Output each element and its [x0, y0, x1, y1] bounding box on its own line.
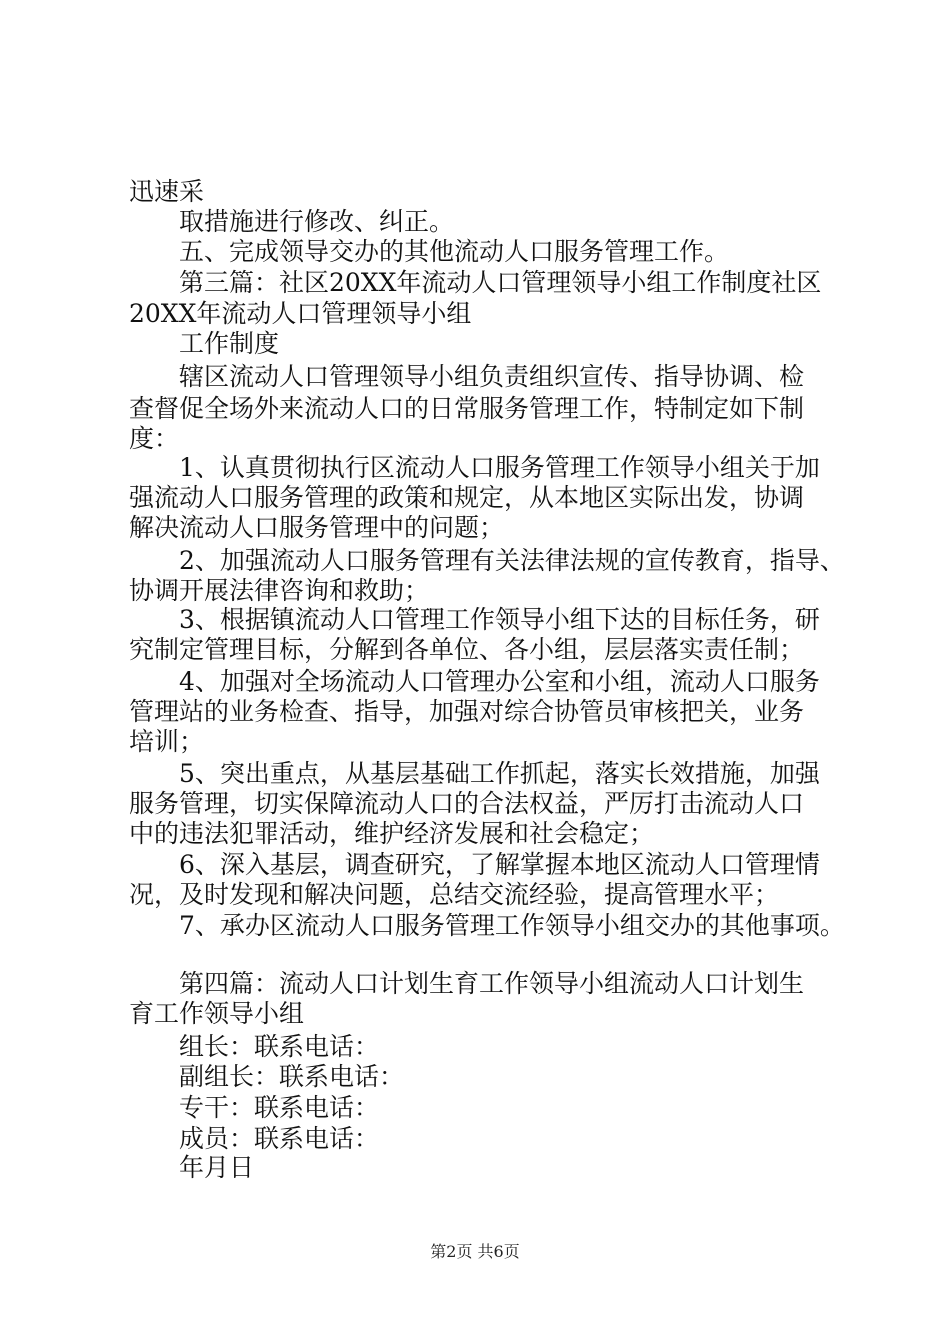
text-line: 查督促全场外来流动人口的日常服务管理工作，特制定如下制: [129, 394, 805, 423]
text-line: 强流动人口服务管理的政策和规定，从本地区实际出发，协调: [129, 483, 805, 512]
text-line: 究制定管理目标，分解到各单位、各小组，层层落实责任制；: [129, 635, 805, 664]
section-heading: 第四篇：流动人口计划生育工作领导小组流动人口计划生: [179, 969, 805, 998]
text-line: 7、承办区流动人口服务管理工作领导小组交办的其他事项。: [179, 911, 845, 940]
text-line: 况，及时发现和解决问题，总结交流经验，提高管理水平；: [129, 880, 780, 909]
section-heading: 20XX年流动人口管理领导小组: [129, 299, 472, 328]
text-line: 5、突出重点，从基层基础工作抓起，落实长效措施，加强: [179, 759, 820, 788]
text-line: 年月日: [179, 1153, 255, 1182]
text-line: 专干：联系电话：: [179, 1093, 380, 1122]
text-line: 协调开展法律咨询和救助；: [129, 576, 430, 605]
text-line: 解决流动人口服务管理中的问题；: [129, 513, 505, 542]
section-heading: 育工作领导小组: [129, 999, 305, 1028]
text-line: 迅速采: [129, 177, 205, 206]
text-line: 培训；: [129, 727, 205, 756]
text-line: 中的违法犯罪活动，维护经济发展和社会稳定；: [129, 819, 655, 848]
section-heading: 第三篇：社区20XX年流动人口管理领导小组工作制度社区: [179, 268, 822, 297]
text-line: 1、认真贯彻执行区流动人口服务管理工作领导小组关于加: [179, 453, 820, 482]
text-line: 取措施进行修改、纠正。: [179, 207, 455, 236]
text-line: 辖区流动人口管理领导小组负责组织宣传、指导协调、检: [179, 362, 805, 391]
text-line: 3、根据镇流动人口管理工作领导小组下达的目标任务，研: [179, 605, 820, 634]
text-line: 副组长：联系电话：: [179, 1062, 405, 1091]
text-line: 6、深入基层，调查研究，了解掌握本地区流动人口管理情: [179, 850, 820, 879]
text-line: 五、完成领导交办的其他流动人口服务管理工作。: [179, 237, 730, 266]
text-line: 管理站的业务检查、指导，加强对综合协管员审核把关，业务: [129, 697, 805, 726]
text-line: 4、加强对全场流动人口管理办公室和小组，流动人口服务: [179, 667, 820, 696]
text-line: 组长：联系电话：: [179, 1032, 380, 1061]
page-number-footer: 第2页 共6页: [430, 1242, 520, 1261]
text-line: 度：: [129, 424, 180, 453]
text-line: 成员：联系电话：: [179, 1124, 380, 1153]
text-line: 工作制度: [179, 329, 280, 358]
text-line: 服务管理，切实保障流动人口的合法权益，严厉打击流动人口: [129, 789, 805, 818]
text-line: 2、加强流动人口服务管理有关法律法规的宣传教育，指导、: [179, 546, 845, 575]
